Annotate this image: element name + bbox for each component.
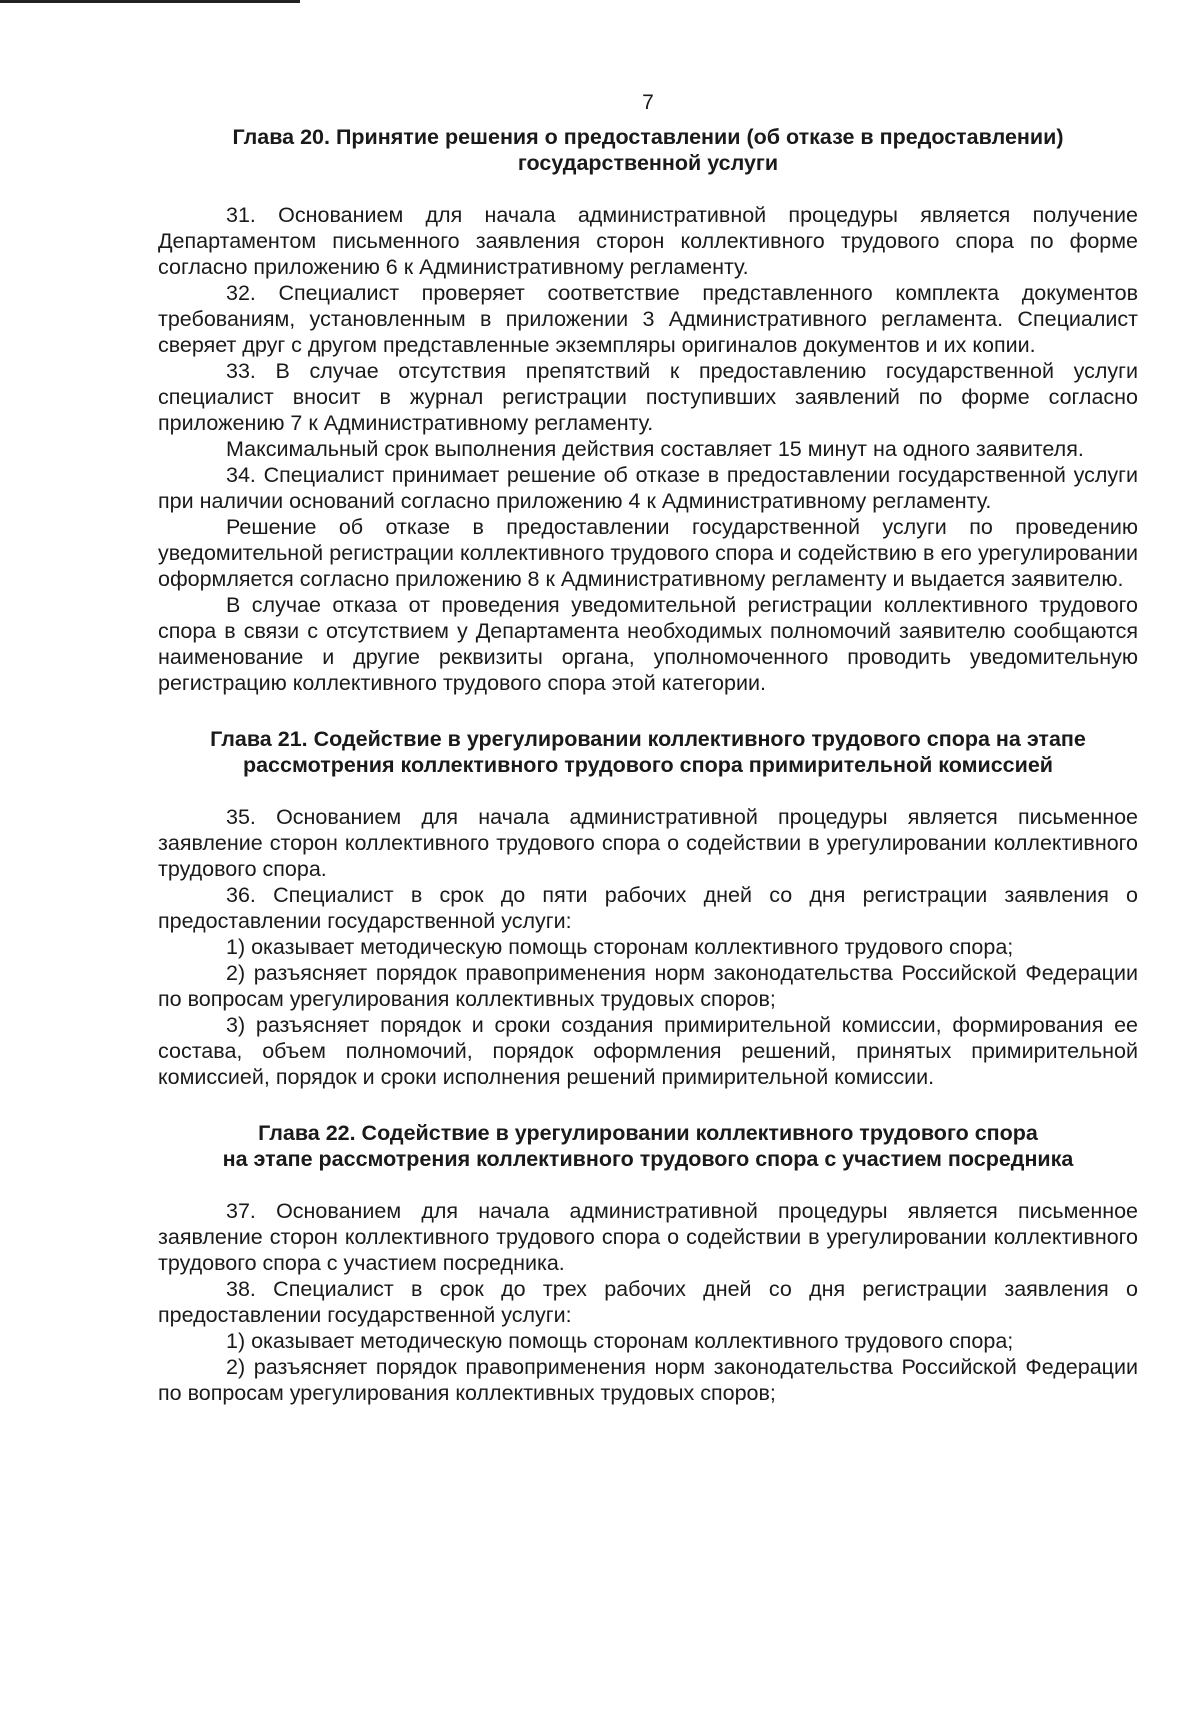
chapter-body <box>158 804 1138 1090</box>
chapter-title <box>158 726 1138 778</box>
paragraph-37: 37. Основанием для начала административной процедуры является письменное заявление сторон коллективного трудового спора о содействии в урегулировании коллективного трудового спора с участием посредника. <box>158 1199 1138 1275</box>
chapter-title-line: Глава 20. Принятие решения о предоставлении (об отказе в предоставлении) <box>232 125 1064 149</box>
chapter-20 <box>158 124 1138 696</box>
chapter-title-line: рассмотрения коллективного трудового спора примирительной комиссией <box>242 753 1054 777</box>
chapter-21 <box>158 726 1138 1090</box>
paragraph-38-item-2: 2) разъясняет порядок правоприменения норм законодательства Российской Федерации по вопросам урегулирования коллективных трудовых споров; <box>158 1355 1138 1405</box>
chapter-body <box>158 1198 1138 1406</box>
paragraph-32: 32. Специалист проверяет соответствие представленного комплекта документов требованиям, установленным в приложении 3 Административного регламента. Специалист сверяет друг с другом представленные экземпляры оригиналов документов и их копии. <box>158 281 1138 357</box>
scan-edge-mark <box>0 0 300 3</box>
paragraph-36-item-2: 2) разъясняет порядок правоприменения норм законодательства Российской Федерации по вопросам урегулирования коллективных трудовых споров; <box>158 961 1138 1011</box>
document-page <box>158 88 1138 1406</box>
paragraph-36-item-3: 3) разъясняет порядок и сроки создания примирительной комиссии, формирования ее состава, объем полномочий, порядок оформления решений, принятых примирительной комиссией, порядок и сроки исполнения решений примирительной комиссии. <box>158 1013 1138 1089</box>
chapter-title <box>158 1120 1138 1172</box>
chapter-22 <box>158 1120 1138 1406</box>
paragraph-31: 31. Основанием для начала административной процедуры является получение Департаментом письменного заявления сторон коллективного трудового спора по форме согласно приложению 6 к Административному регламенту. <box>158 203 1138 279</box>
paragraph-38: 38. Специалист в срок до трех рабочих дней со дня регистрации заявления о предоставлении государственной услуги: <box>158 1277 1138 1327</box>
chapter-title-line: Глава 22. Содействие в урегулировании коллективного трудового спора <box>258 1121 1038 1145</box>
paragraph-34-refusal-case: В случае отказа от проведения уведомительной регистрации коллективного трудового спора в связи с отсутствием у Департамента необходимых полномочий заявителю сообщаются наименование и другие реквизиты органа, уполномоченного проводить уведомительную регистрацию коллективного трудового спора этой категории. <box>158 593 1138 695</box>
paragraph-35: 35. Основанием для начала административной процедуры является письменное заявление сторон коллективного трудового спора о содействии в урегулировании коллективного трудового спора. <box>158 805 1138 881</box>
chapter-title-line: на этапе рассмотрения коллективного трудового спора с участием посредника <box>222 1147 1074 1171</box>
chapter-title <box>158 124 1138 176</box>
chapter-title-line: государственной услуги <box>517 151 779 175</box>
paragraph-34-refusal-decision: Решение об отказе в предоставлении государственной услуги по проведению уведомительной регистрации коллективного трудового спора и содействию в его урегулировании оформляется согласно приложению 8 к Административному регламенту и выдается заявителю. <box>158 515 1138 591</box>
chapter-body <box>158 202 1138 696</box>
chapter-title-line: Глава 21. Содействие в урегулировании коллективного трудового спора на этапе <box>210 727 1086 751</box>
paragraph-33: 33. В случае отсутствия препятствий к предоставлению государственной услуги специалист вносит в журнал регистрации поступивших заявлений по форме согласно приложению 7 к Административному регламенту. <box>158 359 1138 435</box>
paragraph-36: 36. Специалист в срок до пяти рабочих дней со дня регистрации заявления о предоставлении государственной услуги: <box>158 883 1138 933</box>
paragraph-36-item-1: 1) оказывает методическую помощь сторонам коллективного трудового спора; <box>226 935 1014 959</box>
paragraph-33-time-limit: Максимальный срок выполнения действия составляет 15 минут на одного заявителя. <box>226 437 1084 461</box>
paragraph-34: 34. Специалист принимает решение об отказе в предоставлении государственной услуги при наличии оснований согласно приложению 4 к Административному регламенту. <box>158 463 1138 513</box>
page-number: 7 <box>642 91 654 114</box>
paragraph-38-item-1: 1) оказывает методическую помощь сторонам коллективного трудового спора; <box>226 1329 1014 1353</box>
